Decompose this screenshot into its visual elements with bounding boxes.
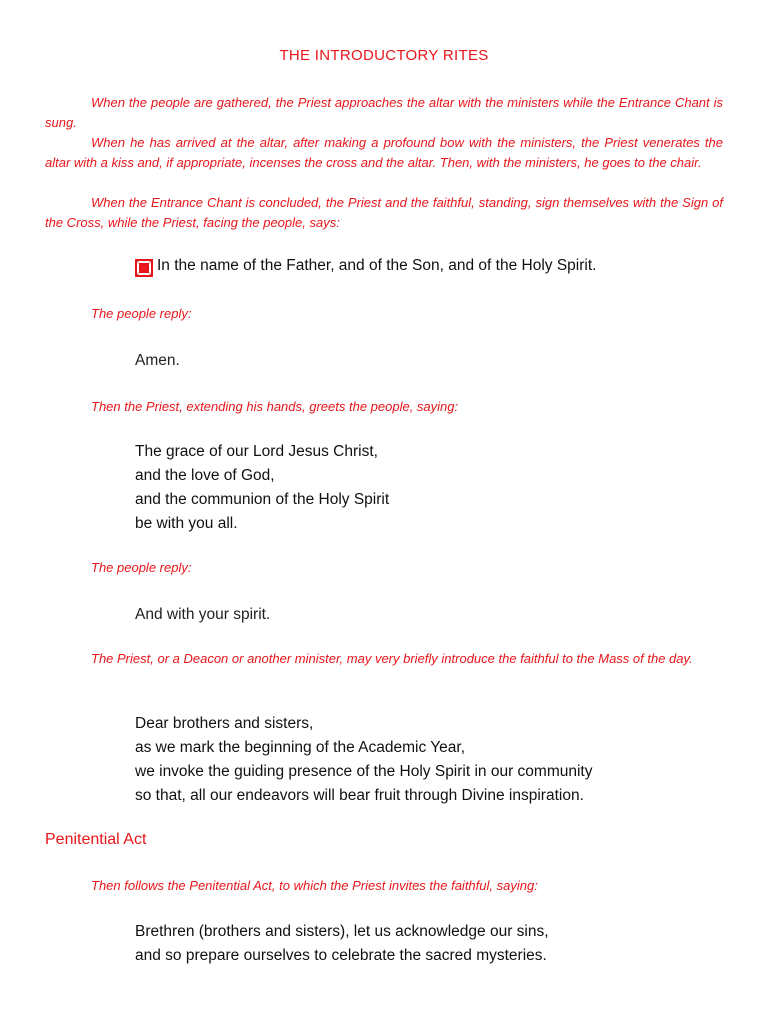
penitential-line: and so prepare ourselves to celebrate the sacred mysteries. — [135, 947, 547, 964]
response-spirit: And with your spirit. — [135, 606, 271, 623]
introduction-line: we invoke the guiding presence of the Holy Spirit in our community — [135, 763, 593, 780]
introduction-line: as we mark the beginning of the Academic Year, — [135, 739, 466, 756]
penitential-act-heading: Penitential Act — [45, 831, 147, 848]
greeting-prayer — [135, 440, 389, 536]
rubric-penitential-invite: Then follows the Penitential Act, to which the Priest invites the faithful, saying: — [91, 878, 538, 893]
rubric-greeting: Then the Priest, extending his hands, greets the people, saying: — [91, 399, 459, 414]
greeting-line: be with you all. — [135, 515, 238, 532]
introduction-line: so that, all our endeavors will bear fruit through Divine inspiration. — [135, 787, 584, 804]
rubric-people-reply-2: The people reply: — [91, 560, 192, 575]
penitential-line: Brethren (brothers and sisters), let us acknowledge our sins, — [135, 923, 549, 940]
rubric-introduce: The Priest, or a Deacon or another minister, may very briefly introduce the faithful to the Mass of the day. — [91, 651, 693, 666]
rubric-entrance-2: When he has arrived at the altar, after making a profound bow with the ministers, the Priest venerates the altar with a kiss and, if appropriate, incenses the cross and the altar. Then, with the ministers, he goes to the chair. — [45, 135, 723, 170]
response-amen: Amen. — [135, 352, 180, 369]
rubric-entrance-3: When the Entrance Chant is concluded, the Priest and the faithful, standing, sign themselves with the Sign of the Cross, while the Priest, facing the people, says: — [45, 195, 723, 230]
introduction-prayer — [135, 712, 593, 808]
introduction-line: Dear brothers and sisters, — [135, 715, 314, 732]
greeting-line: and the communion of the Holy Spirit — [135, 491, 390, 508]
sign-of-cross-text: In the name of the Father, and of the Son, and of the Holy Spirit. — [157, 257, 597, 274]
greeting-line: The grace of our Lord Jesus Christ, — [135, 443, 378, 460]
rubric-people-reply-1: The people reply: — [91, 306, 192, 321]
cross-icon — [135, 259, 153, 277]
greeting-line: and the love of God, — [135, 467, 275, 484]
page-title: THE INTRODUCTORY RITES — [279, 47, 489, 64]
rubric-entrance-1: When the people are gathered, the Priest approaches the altar with the ministers while the Entrance Chant is sung. — [45, 95, 723, 130]
penitential-prayer — [135, 920, 549, 968]
